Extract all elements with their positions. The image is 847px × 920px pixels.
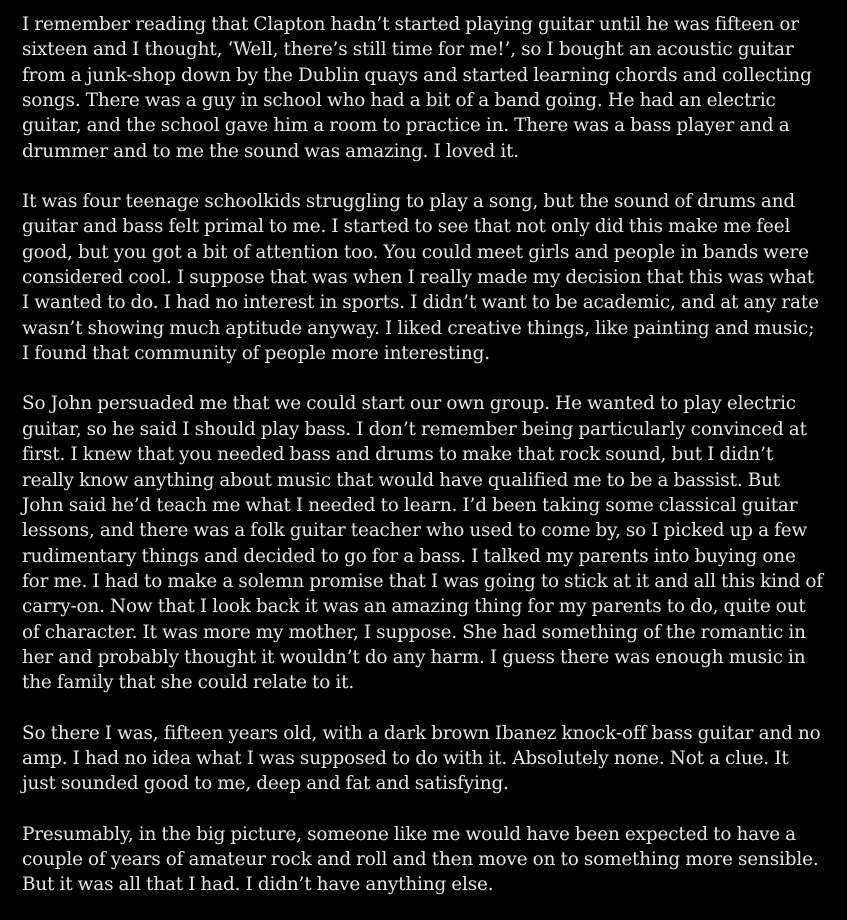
paragraph-1: I remember reading that Clapton hadn’t started playing guitar until he was fifteen or sixteen and I thought, ‘Well, there’s still time for me!’, so I bought an acoustic guitar from a junk-shop down by the Dublin quays and started learning chords and collecting songs. There was a guy in school who had a bit of a band going. He had an electric guitar, and the school gave him a room to practice in. There was a bass player and a drummer and to me the sound was amazing. I loved it. (22, 14, 812, 162)
paragraph-3: So John persuaded me that we could start our own group. He wanted to play electric guitar, so he said I should play bass. I don’t remember being particularly convinced at first. I knew that you needed bass and drums to make that rock sound, but I didn’t really know anything about music that would have qualified me to be a bassist. But John said he’d teach me what I needed to learn. I’d been taking some classical guitar lessons, and there was a folk guitar teacher who used to come by, so I picked up a few rudimentary things and decided to go for a bass. I talked my parents into buying one for me. I had to make a solemn promise that I was going to stick at it and all this kind of carry-on. Now that I look back it was an amazing thing for my parents to do, quite out of character. It was more my mother, I suppose. She had something of the romantic in her and probably thought it wouldn’t do any harm. I guess there was enough music in the family that she could relate to it. (22, 393, 823, 694)
paragraph-4: So there I was, fifteen years old, with a dark brown Ibanez knock-off bass guitar and no amp. I had no idea what I was supposed to do with it. Absolutely none. Not a clue. It just sounded good to me, deep and fat and satisfying. (22, 722, 821, 795)
paragraph-5: Presumably, in the big picture, someone like me would have been expected to have a couple of years of amateur rock and roll and then move on to something more sensible. But it was all that I had. I didn’t have anything else. (22, 823, 819, 896)
paragraph-2: It was four teenage schoolkids struggling to play a song, but the sound of drums and guitar and bass felt primal to me. I started to see that not only did this make me feel good, but you got a bit of attention too. You could meet girls and people in bands were considered cool. I suppose that was when I really made my decision that this was what I wanted to do. I had no interest in sports. I didn’t want to be academic, and at any rate wasn’t showing much aptitude anyway. I liked creative things, like painting and music; I found that community of people more interesting. (22, 191, 819, 365)
